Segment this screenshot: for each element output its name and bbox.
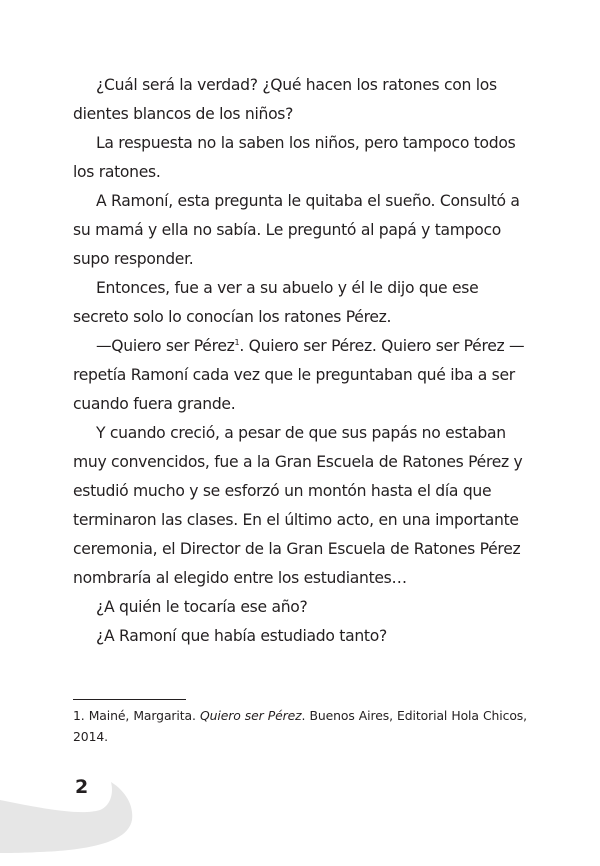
paragraph-3: A Ramoní, esta pregunta le quitaba el sueño. Consultó a su mamá y ella no sabía. Le preguntó al papá y tampoco supo responder. xyxy=(73,192,520,268)
paragraph-6: Y cuando creció, a pesar de que sus papás no estaban muy convencidos, fue a la Gran Escuela de Ratones Pérez y estudió mucho y se esforzó un montón hasta el día que terminaron las clases. En el último acto, en una importante ceremonia, el Director de la Gran Escuela de Ratones Pérez nombraría al elegido entre los estudiantes… xyxy=(73,424,523,587)
footnote-publication: . Buenos Aires, Editorial Hola Chicos, 2014. xyxy=(73,708,527,744)
footnote-divider xyxy=(73,699,186,700)
decorative-swoosh-shape xyxy=(0,770,140,866)
footnote-number: 1. xyxy=(73,708,85,723)
paragraph-1: ¿Cuál será la verdad? ¿Qué hacen los ratones con los dientes blancos de los niños? xyxy=(73,76,497,123)
dialogue-rest: . Quiero ser Pérez. Quiero ser Pérez —repetía Ramoní cada vez que le preguntaban qué iba a ser cuando fuera grande. xyxy=(73,337,525,413)
dialogue-start: —Quiero ser Pérez xyxy=(96,337,235,355)
footnote xyxy=(73,705,527,747)
paragraph-8: ¿A Ramoní que había estudiado tanto? xyxy=(96,627,387,645)
paragraph-2: La respuesta no la saben los niños, pero tampoco todos los ratones. xyxy=(73,134,516,181)
footnote-title: Quiero ser Pérez xyxy=(199,708,302,723)
paragraph-5-dialogue xyxy=(73,332,527,419)
footnote-reference[interactable]: 1 xyxy=(234,338,240,347)
paragraph-4: Entonces, fue a ver a su abuelo y él le dijo que ese secreto solo lo conocían los ratones Pérez. xyxy=(73,279,479,326)
paragraph-7: ¿A quién le tocaría ese año? xyxy=(96,598,308,616)
footnote-author: Mainé, Margarita. xyxy=(88,708,196,723)
page-number: 2 xyxy=(75,776,89,798)
story-body xyxy=(73,71,527,651)
